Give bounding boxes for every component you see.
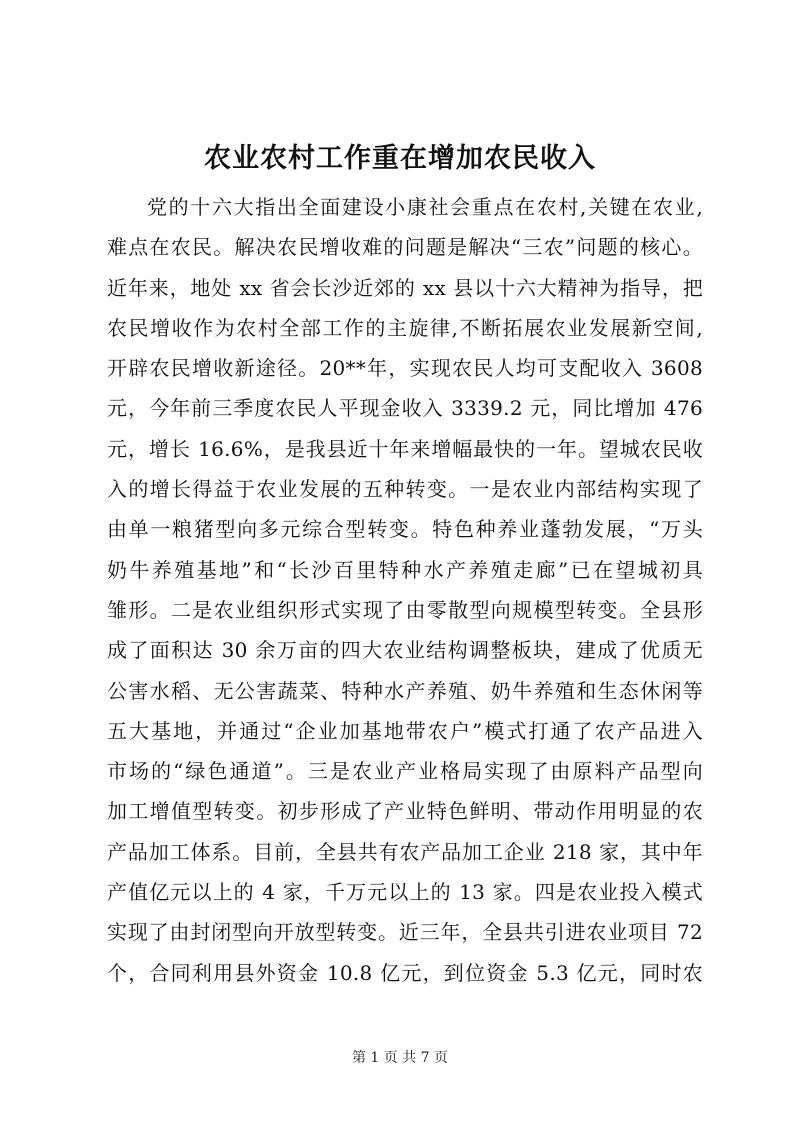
text-line: 元，今年前三季度农民人平现金收入 3339.2 元，同比增加 476 xyxy=(107,396,703,421)
text-line: 雏形。二是农业组织形式实现了由零散型向规模型转变。全县形 xyxy=(107,597,703,622)
text-line: 奶牛养殖基地”和“长沙百里特种水产养殖走廊”已在望城初具 xyxy=(107,557,703,582)
text-line: 党的十六大指出全面建设小康社会重点在农村,关键在农业, xyxy=(147,195,703,219)
text-line: 产品加工体系。目前，全县共有农产品加工企业 218 家，其中年 xyxy=(107,839,703,864)
text-line: 五大基地，并通过“企业加基地带农户”模式打通了农产品进入 xyxy=(107,718,703,743)
text-line: 成了面积达 30 余万亩的四大农业结构调整板块，建成了优质无 xyxy=(107,638,703,663)
document-title: 农业农村工作重在增加农民收入 xyxy=(204,143,596,174)
text-line: 由单一粮猪型向多元综合型转变。特色种养业蓬勃发展，“万头 xyxy=(107,517,703,542)
text-line: 个，合同利用县外资金 10.8 亿元，到位资金 5.3 亿元，同时农 xyxy=(107,960,703,985)
text-line: 产值亿元以上的 4 家，千万元以上的 13 家。四是农业投入模式 xyxy=(107,880,703,905)
text-line: 实现了由封闭型向开放型转变。近三年，全县共引进农业项目 72 xyxy=(107,920,703,945)
text-line: 农民增收作为农村全部工作的主旋律,不断拓展农业发展新空间, xyxy=(107,315,703,340)
text-line: 入的增长得益于农业发展的五种转变。一是农业内部结构实现了 xyxy=(107,477,703,502)
text-line: 元，增长 16.6%，是我县近十年来增幅最快的一年。望城农民收 xyxy=(107,436,703,461)
text-line: 公害水稻、无公害蔬菜、特种水产养殖、奶牛养殖和生态休闲等 xyxy=(107,678,703,703)
text-line: 开辟农民增收新途径。20**年，实现农民人均可支配收入 3608 xyxy=(107,356,703,381)
page-footer: 第 1 页 共 7 页 xyxy=(351,1050,449,1066)
text-line: 近年来，地处 xx 省会长沙近郊的 xx 县以十六大精神为指导，把 xyxy=(107,275,703,300)
text-line: 市场的“绿色通道”。三是农业产业格局实现了由原料产品型向 xyxy=(107,759,703,784)
text-line: 难点在农民。解决农民增收难的问题是解决“三农”问题的核心。 xyxy=(107,235,703,260)
text-line: 加工增值型转变。初步形成了产业特色鲜明、带动作用明显的农 xyxy=(107,799,703,824)
body-paragraph xyxy=(107,187,703,993)
